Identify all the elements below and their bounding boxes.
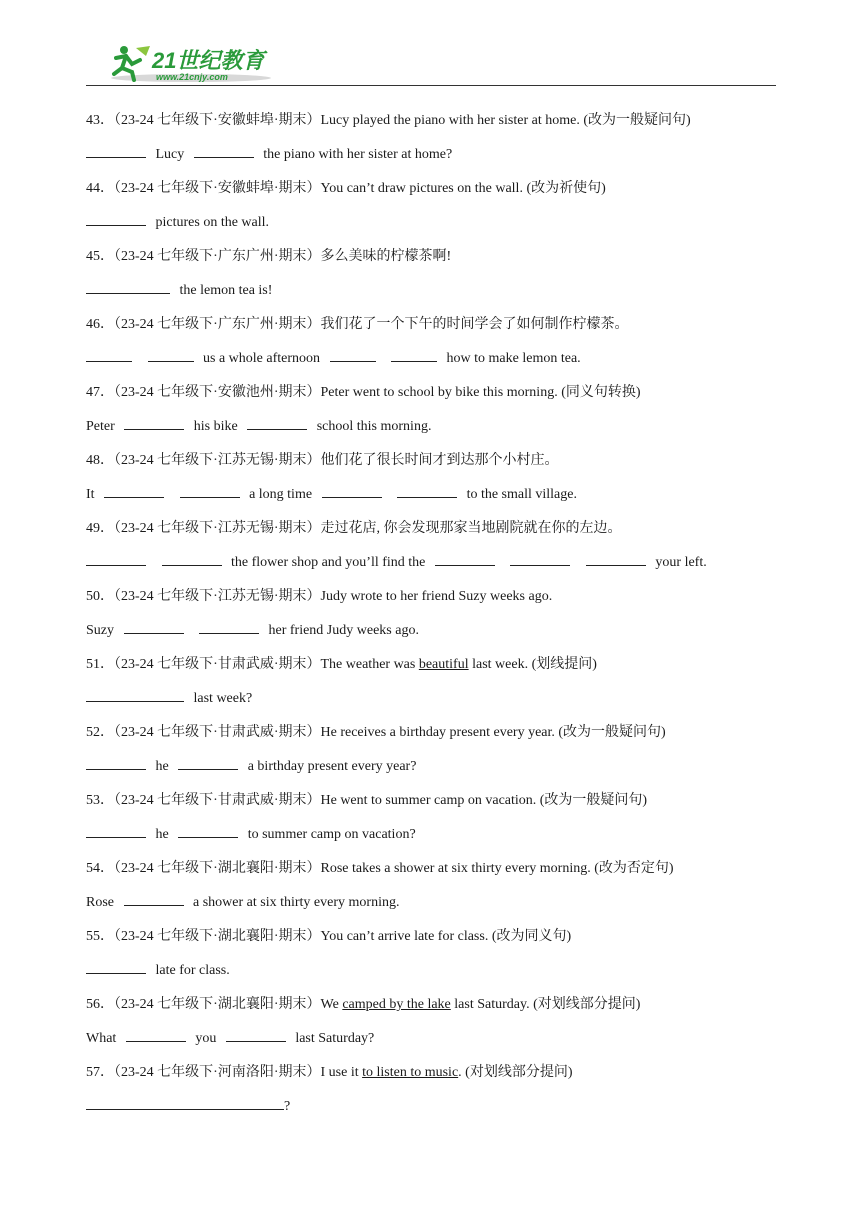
answer-line-44: pictures on the wall. — [86, 206, 766, 240]
logo-runner-icon — [106, 42, 276, 84]
question-50: 50．（23-24 七年级下·江苏无锡·期末）Judy wrote to her friend Suzy weeks ago. — [86, 589, 553, 604]
answer-blank[interactable] — [322, 484, 382, 498]
question-55: 55．（23-24 七年级下·湖北襄阳·期末）You can’t arrive late for class. (改为同义句) — [86, 929, 572, 944]
question-46: 46．（23-24 七年级下·广东广州·期末）我们花了一个下午的时间学会了如何制作柠檬茶。 — [86, 317, 629, 332]
answer-blank[interactable] — [162, 552, 222, 566]
answer-blank[interactable] — [86, 1096, 284, 1110]
answer-blank[interactable] — [510, 552, 570, 566]
logo-21cnjy — [106, 42, 276, 84]
question-54: 54．（23-24 七年级下·湖北襄阳·期末）Rose takes a shower at six thirty every morning. (改为否定句) — [86, 861, 674, 876]
header-divider — [86, 85, 776, 86]
answer-blank[interactable] — [104, 484, 164, 498]
answer-line-46: us a whole afternoon how to make lemon tea. — [86, 342, 766, 376]
answer-blank[interactable] — [86, 824, 146, 838]
answer-line-49: the flower shop and you’ll find the your left. — [86, 546, 766, 580]
answer-line-43: Lucy the piano with her sister at home? — [86, 138, 766, 172]
answer-blank[interactable] — [86, 688, 184, 702]
question-48: 48．（23-24 七年级下·江苏无锡·期末）他们花了很长时间才到达那个小村庄。 — [86, 453, 559, 468]
answer-blank[interactable] — [391, 348, 437, 362]
answer-blank[interactable] — [178, 824, 238, 838]
question-43: 43．（23-24 七年级下·安徽蚌埠·期末）Lucy played the piano with her sister at home. (改为一般疑问句) — [86, 113, 691, 128]
answer-line-55: late for class. — [86, 954, 766, 988]
question-45: 45．（23-24 七年级下·广东广州·期末）多么美味的柠檬茶啊! — [86, 249, 452, 264]
answer-line-57: ? — [86, 1090, 766, 1124]
answer-blank[interactable] — [86, 756, 146, 770]
answer-blank[interactable] — [194, 144, 254, 158]
answer-blank[interactable] — [180, 484, 240, 498]
answer-blank[interactable] — [124, 620, 184, 634]
answer-line-56: What you last Saturday? — [86, 1022, 766, 1056]
logo-text: 21世纪教育 — [152, 48, 265, 73]
answer-blank[interactable] — [247, 416, 307, 430]
question-56: 56．（23-24 七年级下·湖北襄阳·期末）We camped by the lake last Saturday. (对划线部分提问) — [86, 997, 641, 1012]
answer-line-48: It a long time to the small village. — [86, 478, 766, 512]
answer-blank[interactable] — [124, 892, 184, 906]
answer-blank[interactable] — [586, 552, 646, 566]
answer-line-53: he to summer camp on vacation? — [86, 818, 766, 852]
answer-blank[interactable] — [86, 348, 132, 362]
answer-blank[interactable] — [86, 960, 146, 974]
answer-blank[interactable] — [124, 416, 184, 430]
answer-blank[interactable] — [86, 552, 146, 566]
underlined-phrase: beautiful — [418, 657, 469, 672]
question-51: 51．（23-24 七年级下·甘肃武威·期末）The weather was beautiful last week. (划线提问) — [86, 657, 597, 672]
question-57: 57．（23-24 七年级下·河南洛阳·期末）I use it to listen to music. (对划线部分提问) — [86, 1065, 573, 1080]
question-53: 53．（23-24 七年级下·甘肃武威·期末）He went to summer camp on vacation. (改为一般疑问句) — [86, 793, 648, 808]
answer-line-45: the lemon tea is! — [86, 274, 766, 308]
answer-line-54: Rose a shower at six thirty every morning. — [86, 886, 766, 920]
answer-line-52: he a birthday present every year? — [86, 750, 766, 784]
answer-blank[interactable] — [126, 1028, 186, 1042]
answer-line-50: Suzy her friend Judy weeks ago. — [86, 614, 766, 648]
page-header — [86, 36, 776, 86]
underlined-phrase: to listen to music — [362, 1065, 459, 1080]
answer-blank[interactable] — [226, 1028, 286, 1042]
underlined-phrase: camped by the lake — [342, 997, 451, 1012]
answer-blank[interactable] — [397, 484, 457, 498]
question-list — [86, 104, 766, 1124]
answer-blank[interactable] — [86, 212, 146, 226]
answer-blank[interactable] — [199, 620, 259, 634]
answer-blank[interactable] — [86, 280, 170, 294]
logo-url: www.21cnjy.com — [156, 72, 228, 82]
question-52: 52．（23-24 七年级下·甘肃武威·期末）He receives a birthday present every year. (改为一般疑问句) — [86, 725, 666, 740]
answer-blank[interactable] — [86, 144, 146, 158]
question-47: 47．（23-24 七年级下·安徽池州·期末）Peter went to school by bike this morning. (同义句转换) — [86, 385, 641, 400]
answer-blank[interactable] — [330, 348, 376, 362]
question-49: 49．（23-24 七年级下·江苏无锡·期末）走过花店, 你会发现那家当地剧院就在你的左边。 — [86, 521, 622, 536]
answer-blank[interactable] — [148, 348, 194, 362]
answer-blank[interactable] — [435, 552, 495, 566]
answer-blank[interactable] — [178, 756, 238, 770]
answer-line-47: Peter his bike school this morning. — [86, 410, 766, 444]
question-44: 44．（23-24 七年级下·安徽蚌埠·期末）You can’t draw pictures on the wall. (改为祈使句) — [86, 181, 606, 196]
answer-line-51: last week? — [86, 682, 766, 716]
